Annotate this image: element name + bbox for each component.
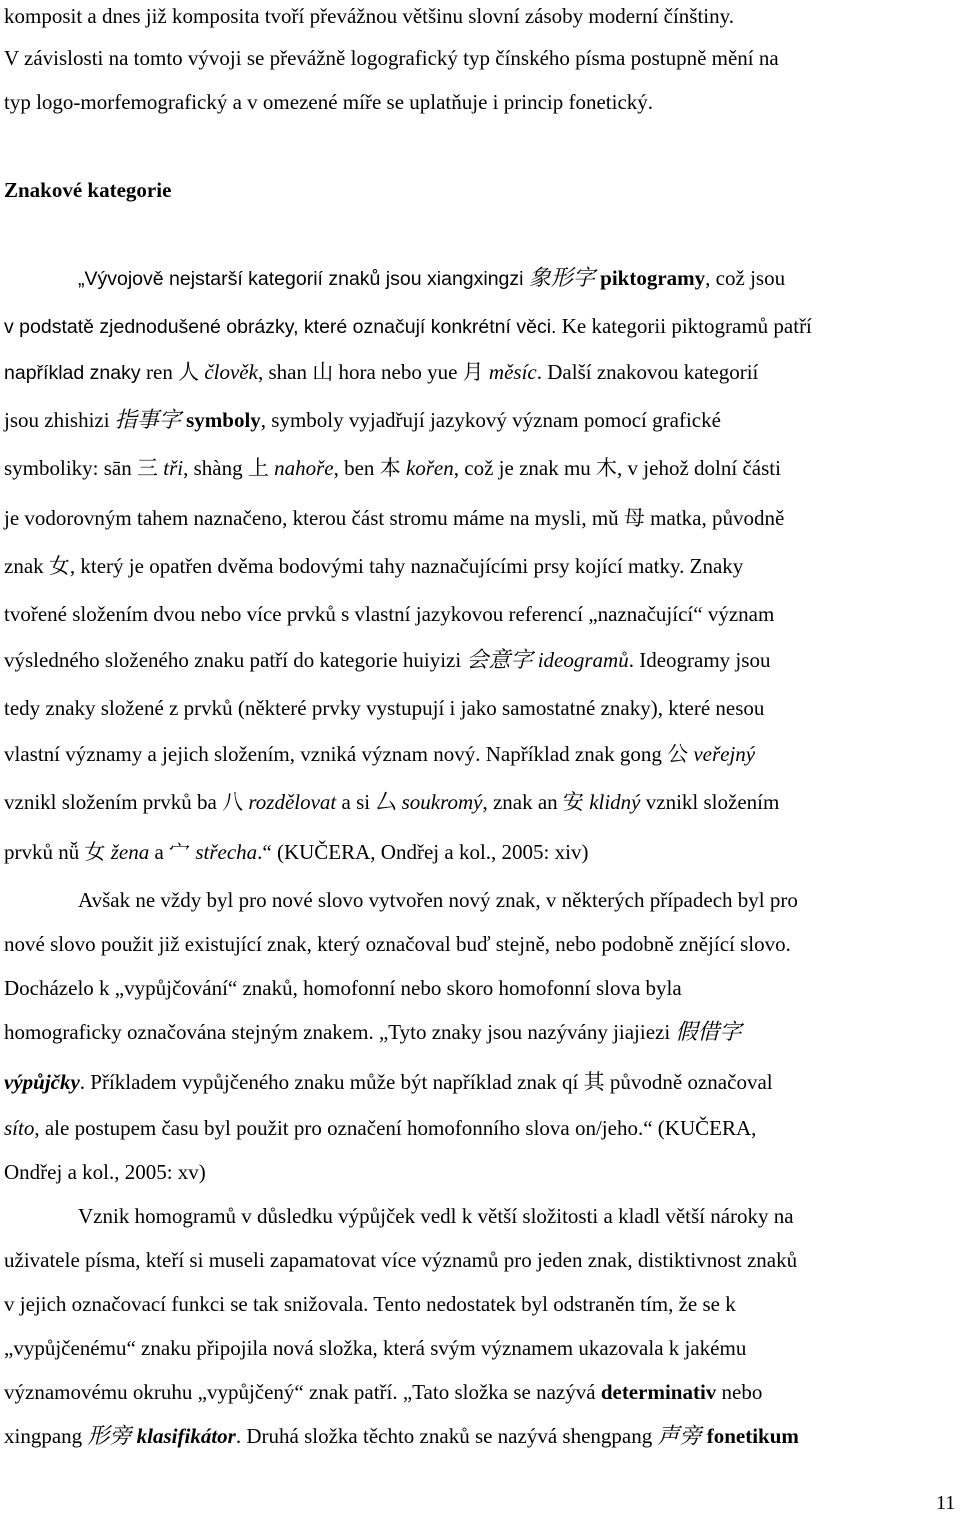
- text-segment: 厶: [375, 790, 397, 814]
- text-segment: Ondřej a kol., 2005: xv): [4, 1160, 206, 1184]
- text-line: [4, 456, 781, 480]
- text-segment: .“ (KUČERA, Ondřej a kol., 2005: xiv): [257, 840, 589, 864]
- text-segment: síto: [4, 1116, 35, 1140]
- text-line: [78, 888, 798, 912]
- text-segment: například znaky: [4, 362, 146, 384]
- text-line: [4, 1070, 773, 1094]
- text-segment: matka, původně: [644, 506, 785, 530]
- text-segment: . Druhá složka těchto znaků se nazývá shengpang: [235, 1424, 658, 1448]
- text-segment: symboliky: sān: [4, 456, 138, 480]
- text-segment: xiangxingzi: [427, 268, 529, 290]
- section-heading: [4, 178, 171, 202]
- text-segment: kořen: [405, 456, 454, 480]
- text-segment: typ logo-morfemografický a v omezené míře se uplatňuje i princip fonetický.: [4, 90, 654, 114]
- text-segment: rozdělovat: [248, 790, 337, 814]
- text-segment: ideogramů: [537, 648, 629, 672]
- text-segment: hora nebo yue: [333, 360, 463, 384]
- text-segment: , znak an: [482, 790, 563, 814]
- text-line: [78, 266, 785, 291]
- text-segment: „vypůjčenému“ znaku připojila nová složka, která svým významem ukazovala k jakému: [4, 1336, 747, 1360]
- text-line: [4, 554, 743, 578]
- text-line: [4, 1424, 799, 1449]
- text-segment: 山: [312, 360, 334, 384]
- text-segment: 女: [84, 840, 106, 864]
- text-line: [4, 696, 764, 720]
- text-segment: ren: [146, 360, 179, 384]
- text-segment: 本: [379, 456, 401, 480]
- text-segment: Avšak ne vždy byl pro nové slovo vytvořen nový znak, v některých případech byl pro: [78, 888, 798, 912]
- text-segment: 三: [137, 456, 159, 480]
- text-segment: , což jsou: [705, 266, 786, 290]
- text-segment: , který je opatřen dvěma bodovými tahy naznačujícími prsy kojící matky. Znaky: [69, 554, 744, 578]
- text-segment: , symboly vyjadřují jazykový význam pomocí grafické: [260, 408, 721, 432]
- text-line: [4, 932, 791, 956]
- text-line: [4, 742, 755, 766]
- text-segment: a: [149, 840, 170, 864]
- text-line: [4, 976, 682, 1000]
- text-segment: nahoře: [274, 456, 334, 480]
- text-line: [4, 360, 758, 385]
- text-segment: 其: [583, 1070, 605, 1094]
- text-segment: determinativ: [600, 1380, 717, 1404]
- text-segment: Znakové kategorie: [4, 178, 172, 202]
- text-line: [4, 602, 774, 626]
- page-number: 11: [936, 1492, 956, 1514]
- text-segment: a si: [336, 790, 376, 814]
- text-segment: Ke kategorii piktogramů patří: [556, 314, 812, 338]
- text-segment: 公: [667, 742, 689, 766]
- text-segment: 声旁: [657, 1424, 702, 1449]
- text-segment: 安: [562, 790, 584, 814]
- text-line: [4, 840, 588, 864]
- text-segment: nebo: [716, 1380, 763, 1404]
- text-segment: 假借字: [675, 1020, 742, 1045]
- text-line: [4, 1116, 756, 1140]
- text-segment: v podstatě zjednodušené obrázky, které označují konkrétní věci.: [4, 316, 557, 338]
- text-segment: V závislosti na tomto vývoji se převážně logografický typ čínského písma postupně mění na: [4, 46, 779, 70]
- text-segment: 人: [178, 360, 200, 384]
- text-line: [4, 506, 784, 530]
- text-segment: . Další znakovou kategorií: [536, 360, 759, 384]
- text-segment: vznikl složením: [640, 790, 780, 814]
- text-line: [4, 314, 812, 339]
- text-segment: znak: [4, 554, 49, 578]
- text-segment: je vodorovným tahem naznačeno, kterou část stromu máme na mysli, mǔ: [4, 506, 624, 530]
- text-segment: výpůjčky: [4, 1070, 80, 1094]
- text-segment: tedy znaky složené z prvků (některé prvky vystupují i jako samostatné znaky), které nesou: [4, 696, 765, 720]
- text-segment: 上: [247, 456, 269, 480]
- text-segment: tvořené složením dvou nebo více prvků s vlastní jazykovou referencí „naznačující“ význam: [4, 602, 775, 626]
- text-line: [4, 46, 779, 70]
- text-segment: , shan: [257, 360, 313, 384]
- text-segment: klasifikátor: [136, 1424, 236, 1448]
- text-line: [4, 1248, 797, 1272]
- text-segment: významovému okruhu „vypůjčený“ znak patří. „Tato složka se nazývá: [4, 1380, 601, 1404]
- text-segment: výsledného složeného znaku patří do kategorie huiyizi: [4, 648, 467, 672]
- text-segment: symboly: [186, 408, 261, 432]
- text-segment: , shàng: [183, 456, 248, 480]
- text-line: [4, 790, 779, 814]
- text-segment: , ale postupem času byl použit pro označení homofonního slova on/jeho.“ (KUČERA,: [34, 1116, 757, 1140]
- text-segment: Docházelo k „vypůjčování“ znaků, homofonní nebo skoro homofonní slova byla: [4, 976, 682, 1000]
- text-segment: původně označoval: [604, 1070, 773, 1094]
- text-line: [4, 1336, 746, 1360]
- text-line: [4, 1380, 762, 1404]
- text-segment: žena: [110, 840, 150, 864]
- text-segment: . Ideogramy jsou: [628, 648, 771, 672]
- text-segment: piktogramy: [600, 266, 706, 290]
- text-segment: uživatele písma, kteří si museli zapamatovat více významů pro jeden znak, distiktivnost znaků: [4, 1248, 798, 1272]
- text-line: [4, 1292, 736, 1316]
- text-segment: xingpang: [4, 1424, 88, 1448]
- text-segment: 母: [623, 506, 645, 530]
- text-segment: nové slovo použit již existující znak, který označoval buď stejně, nebo podobně znějící slovo.: [4, 932, 791, 956]
- text-segment: 形旁: [87, 1424, 132, 1449]
- text-segment: homograficky označována stejným znakem. „Tyto znaky jsou nazývány jiajiezi: [4, 1020, 676, 1044]
- text-line: [4, 408, 721, 433]
- text-segment: 女: [48, 554, 70, 578]
- text-segment: 象形字: [528, 266, 595, 291]
- text-segment: 月: [462, 360, 484, 384]
- text-line: [78, 1204, 794, 1228]
- text-segment: tři: [163, 456, 184, 480]
- text-segment: , což je znak mu: [453, 456, 597, 480]
- text-segment: 八: [222, 790, 244, 814]
- text-segment: Vznik homogramů v důsledku výpůjček vedl k větší složitosti a kladl větší nároky na: [78, 1204, 794, 1228]
- text-segment: prvků nǚ: [4, 840, 85, 864]
- text-segment: 宀: [169, 840, 191, 864]
- text-line: [4, 1160, 206, 1184]
- text-segment: v jejich označovací funkci se tak snižovala. Tento nedostatek byl odstraněn tím, že se k: [4, 1292, 736, 1316]
- text-segment: člověk: [204, 360, 258, 384]
- text-line: [4, 90, 653, 114]
- text-segment: vlastní významy a jejich složením, vzniká význam nový. Například znak gong: [4, 742, 668, 766]
- text-line: [4, 1020, 741, 1045]
- text-segment: fonetikum: [706, 1424, 799, 1448]
- text-segment: . Příkladem vypůjčeného znaku může být například znak qí: [79, 1070, 584, 1094]
- text-segment: 指事字: [114, 408, 181, 433]
- text-segment: střecha: [195, 840, 258, 864]
- text-segment: klidný: [589, 790, 641, 814]
- text-segment: „Vývojově nejstarší kategorií znaků jsou: [78, 268, 428, 290]
- text-segment: vznikl složením prvků ba: [4, 790, 223, 814]
- text-segment: komposit a dnes již komposita tvoří převážnou většinu slovní zásoby moderní čínštiny.: [4, 4, 735, 28]
- text-segment: jsou zhishizi: [4, 408, 115, 432]
- text-segment: 会意字: [466, 648, 533, 673]
- text-segment: soukromý: [401, 790, 483, 814]
- text-segment: měsíc: [488, 360, 537, 384]
- text-segment: 木: [596, 456, 618, 480]
- text-line: [4, 4, 734, 28]
- text-segment: , ben: [333, 456, 380, 480]
- text-segment: veřejný: [693, 742, 756, 766]
- text-line: [4, 648, 770, 673]
- text-segment: , v jehož dolní části: [617, 456, 781, 480]
